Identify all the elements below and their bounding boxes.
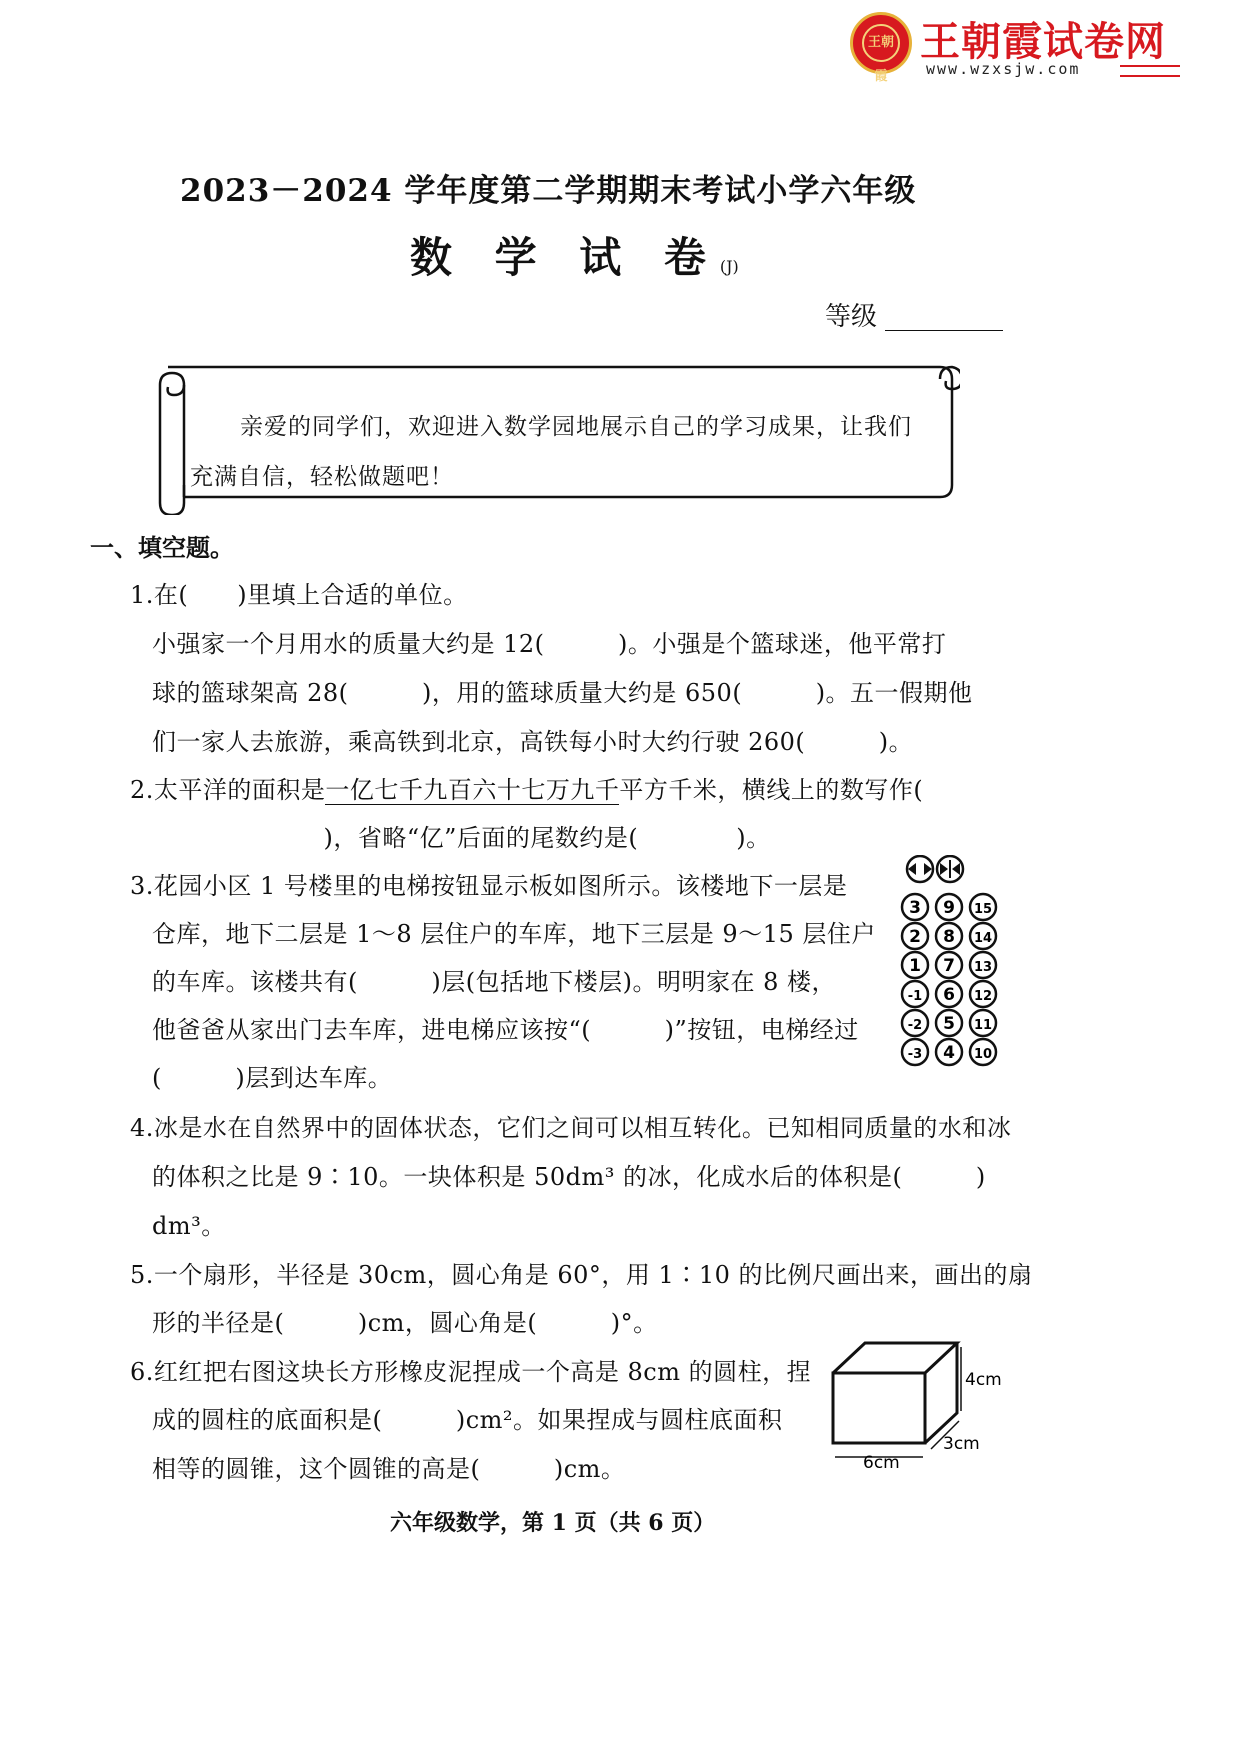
grade-field (825, 296, 1003, 333)
section-heading: 一、填空题。 (90, 533, 234, 562)
q3-line-2: 仓库，地下二层是 1～8 层住户的车库，地下三层是 9～15 层住户 (152, 920, 876, 948)
dim-height-label: 4cm (965, 1370, 1002, 1390)
floor-button-label: 4 (943, 1043, 955, 1063)
q1-line-2: 小强家一个月用水的质量大约是 12( )。小强是个篮球迷，他平常打 (152, 630, 947, 658)
floor-button-15 (970, 894, 996, 920)
q4-line-1: 4.冰是水在自然界中的固体状态，它们之间可以相互转化。已知相同质量的水和冰 (130, 1114, 1012, 1142)
floor-button-label: 12 (973, 989, 993, 1004)
q3-line-3: 的车库。该楼共有( )层(包括地下楼层)。明明家在 8 楼， (152, 968, 836, 996)
floor-button-label: 6 (943, 985, 955, 1005)
floor-button-1 (902, 952, 928, 978)
subject-title (410, 225, 739, 285)
floor-button-label: 8 (943, 927, 955, 947)
floor-button-11 (970, 1010, 996, 1036)
q4-line-2: 的体积之比是 9∶10。一块体积是 50dm³ 的冰，化成水后的体积是( ) (152, 1163, 986, 1191)
q3-line-5: ( )层到达车库。 (152, 1064, 393, 1092)
floor-button-7 (936, 952, 962, 978)
subject-title-suffix: (J) (719, 257, 739, 276)
subject-title-text: 数 学 试 卷 (410, 233, 720, 282)
logo-decor-lines (1120, 65, 1180, 77)
seal-text: 王朝霞 (862, 24, 900, 62)
q2-line-1 (130, 770, 923, 805)
floor-button-4 (936, 1039, 962, 1065)
exam-title: 2023－2024 学年度第二学期期末考试小学六年级 (180, 173, 917, 209)
grade-blank[interactable] (885, 308, 1003, 331)
floor-button--3 (902, 1039, 928, 1065)
floor-button-grid (902, 894, 996, 1065)
q6-line-2: 成的圆柱的底面积是( )cm²。如果捏成与圆柱底面积 (152, 1406, 783, 1434)
q1-line-4: 们一家人去旅游，乘高铁到北京，高铁每小时大约行驶 260( )。 (152, 728, 914, 756)
intro-line-1: 亲爱的同学们，欢迎进入数学园地展示自己的学习成果，让我们 (240, 414, 912, 440)
seal-icon (850, 12, 912, 84)
floor-button-2 (902, 923, 928, 949)
floor-button-label: -1 (907, 989, 923, 1004)
dim-width-label: 6cm (863, 1453, 900, 1470)
floor-button-6 (936, 981, 962, 1007)
q6-line-1: 6.红红把右图这块长方形橡皮泥捏成一个高是 8cm 的圆柱，捏 (130, 1358, 812, 1386)
floor-button-3 (902, 894, 928, 920)
dim-depth-label: 3cm (943, 1434, 980, 1454)
floor-button-label: 7 (943, 956, 955, 976)
cuboid-figure (825, 1335, 1005, 1470)
floor-button--1 (902, 981, 928, 1007)
intro-line-2: 充满自信，轻松做题吧！ (190, 464, 454, 490)
floor-button-label: 3 (909, 898, 921, 918)
open-door-icon (907, 856, 933, 882)
q2-underlined-number: 一亿七千九百六十七万九千 (325, 776, 620, 804)
site-logo (850, 10, 1180, 84)
q5-line-2: 形的半径是( )cm，圆心角是( )°。 (152, 1309, 658, 1337)
logo-url: www.wzxsjw.com (926, 60, 1081, 78)
grade-label: 等级 (825, 302, 878, 332)
floor-button-12 (970, 981, 996, 1007)
q1-line-1: 1.在( )里填上合适的单位。 (130, 581, 468, 609)
floor-button-13 (970, 952, 996, 978)
floor-button-label: 14 (973, 931, 993, 946)
elevator-panel (895, 855, 1010, 1080)
floor-button-label: 11 (973, 1018, 993, 1033)
floor-button-label: 15 (973, 902, 993, 917)
logo-name: 王朝霞试卷网 (920, 19, 1166, 65)
floor-button-14 (970, 923, 996, 949)
floor-button-8 (936, 923, 962, 949)
q2-text-a: 2.太平洋的面积是 (130, 776, 326, 804)
floor-button-label: -3 (907, 1047, 923, 1062)
floor-button-label: 13 (973, 960, 993, 975)
q5-line-1: 5.一个扇形，半径是 30cm，圆心角是 60°，用 1∶10 的比例尺画出来，画出的扇 (130, 1261, 1033, 1289)
floor-button-5 (936, 1010, 962, 1036)
floor-button-9 (936, 894, 962, 920)
floor-button-label: 9 (943, 898, 955, 918)
q2-text-b: 平方千米，横线上的数写作( (619, 776, 924, 804)
floor-button-label: 2 (909, 927, 921, 947)
q6-line-3: 相等的圆锥，这个圆锥的高是( )cm。 (152, 1455, 626, 1483)
floor-button-10 (970, 1039, 996, 1065)
q2-line-2: )，省略“亿”后面的尾数约是( )。 (152, 824, 771, 852)
q4-line-3: dm³。 (152, 1212, 226, 1240)
floor-button-label: 1 (909, 956, 921, 976)
floor-button-label: 5 (943, 1014, 955, 1034)
floor-button-label: -2 (907, 1018, 923, 1033)
close-door-icon (937, 856, 963, 882)
q1-line-3: 球的篮球架高 28( )，用的篮球质量大约是 650( )。五一假期他 (152, 679, 973, 707)
floor-button-label: 10 (973, 1047, 993, 1062)
page-footer: 六年级数学，第 1 页（共 6 页） (390, 1510, 716, 1536)
q3-line-4: 他爸爸从家出门去车库，进电梯应该按“( )”按钮，电梯经过 (152, 1016, 859, 1044)
q3-line-1: 3.花园小区 1 号楼里的电梯按钮显示板如图所示。该楼地下一层是 (130, 872, 848, 900)
floor-button--2 (902, 1010, 928, 1036)
